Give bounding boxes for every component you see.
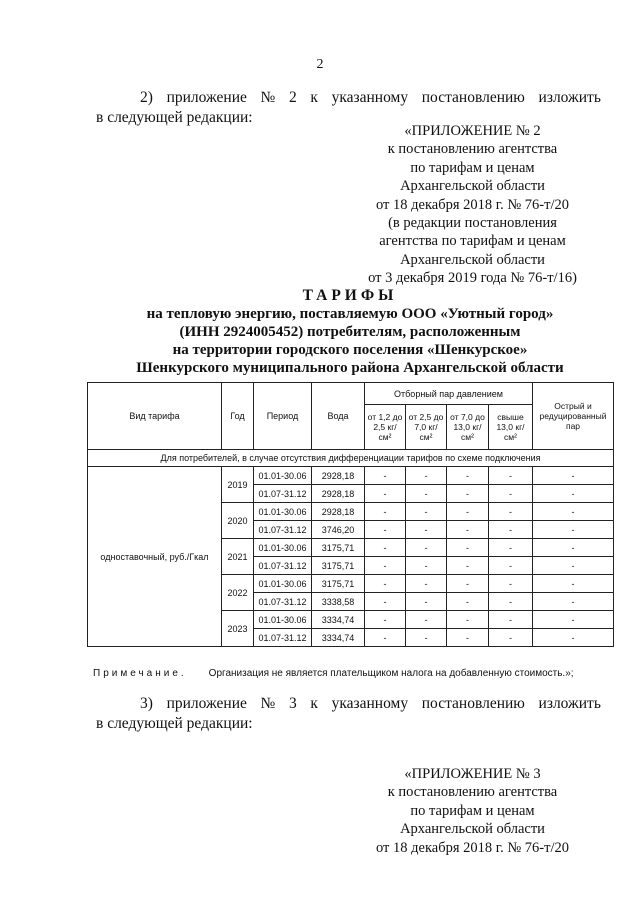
title-line: (ИНН 2924005452) потребителям, расположенным xyxy=(179,324,521,340)
paragraph-word: к xyxy=(310,695,318,712)
dash-cell: - xyxy=(533,485,614,503)
dash-cell: - xyxy=(533,593,614,611)
dash-cell: - xyxy=(447,521,489,539)
note-label: Примечание. xyxy=(93,668,187,679)
dash-cell: - xyxy=(447,503,489,521)
dash-cell: - xyxy=(447,485,489,503)
appendix-line: Архангельской области xyxy=(400,178,545,195)
period-cell: 01.07-31.12 xyxy=(254,521,312,539)
paragraph-word: к xyxy=(310,89,318,106)
water-cell: 3175,71 xyxy=(312,539,365,557)
dash-cell: - xyxy=(447,611,489,629)
dash-cell: - xyxy=(533,629,614,647)
title-heading: ТАРИФЫ xyxy=(302,287,398,304)
paragraph-word: 2 xyxy=(288,89,297,106)
dash-cell: - xyxy=(533,575,614,593)
dash-cell: - xyxy=(533,611,614,629)
water-cell: 2928,18 xyxy=(312,467,365,485)
header-steam-sub: от 1,2 до 2,5 кг/см² xyxy=(365,405,406,450)
dash-cell: - xyxy=(365,557,406,575)
period-cell: 01.07-31.12 xyxy=(254,593,312,611)
water-cell: 2928,18 xyxy=(312,503,365,521)
appendix-line: «ПРИЛОЖЕНИЕ № 3 xyxy=(404,766,541,782)
appendix-line: от 3 декабря 2019 года № 76-т/16) xyxy=(368,270,577,287)
year-cell: 2020 xyxy=(222,503,254,539)
title-line: Шенкурского муниципального района Архангельской области xyxy=(136,360,564,376)
header-steam: Отборный пар давлением xyxy=(365,383,533,405)
appendix-line: к постановлению агентства xyxy=(387,784,558,801)
header-sharp-steam: Острый и редуцированный пар xyxy=(533,383,614,450)
dash-cell: - xyxy=(365,629,406,647)
dash-cell: - xyxy=(406,557,447,575)
appendix-line: агентства по тарифам и ценам xyxy=(379,233,566,250)
page-number: 2 xyxy=(316,57,324,72)
year-cell: 2022 xyxy=(222,575,254,611)
header-steam-sub: от 7,0 до 13,0 кг/см² xyxy=(447,405,489,450)
dash-cell: - xyxy=(447,557,489,575)
dash-cell: - xyxy=(365,539,406,557)
paragraph-word: приложение xyxy=(166,695,247,712)
appendix-line: к постановлению агентства xyxy=(387,141,558,158)
appendix-line: по тарифам и ценам xyxy=(410,159,535,176)
paragraph-word: 3 xyxy=(288,695,297,712)
appendix-line: (в редакции постановления xyxy=(388,215,557,232)
dash-cell: - xyxy=(406,611,447,629)
appendix-line: «ПРИЛОЖЕНИЕ № 2 xyxy=(404,123,541,139)
dash-cell: - xyxy=(406,521,447,539)
dash-cell: - xyxy=(365,485,406,503)
period-cell: 01.01-30.06 xyxy=(254,467,312,485)
header-year: Год xyxy=(222,383,254,450)
appendix-line: от 18 декабря 2018 г. № 76-т/20 xyxy=(376,839,569,856)
period-cell: 01.01-30.06 xyxy=(254,611,312,629)
dash-cell: - xyxy=(489,611,533,629)
dash-cell: - xyxy=(365,575,406,593)
dash-cell: - xyxy=(489,539,533,557)
dash-cell: - xyxy=(489,467,533,485)
paragraph-word: изложить xyxy=(538,89,601,106)
title-line: на территории городского поселения «Шенкурское» xyxy=(172,342,528,358)
dash-cell: - xyxy=(489,593,533,611)
dash-cell: - xyxy=(533,521,614,539)
dash-cell: - xyxy=(533,503,614,521)
item-3-paragraph xyxy=(96,694,601,734)
paragraph-word: 2) xyxy=(140,89,153,106)
appendix-2-header xyxy=(340,122,605,288)
dash-cell: - xyxy=(489,557,533,575)
period-cell: 01.07-31.12 xyxy=(254,485,312,503)
dash-cell: - xyxy=(365,593,406,611)
header-tariff-type: Вид тарифа xyxy=(88,383,222,450)
year-cell: 2021 xyxy=(222,539,254,575)
paragraph-word: приложение xyxy=(166,89,247,106)
dash-cell: - xyxy=(365,521,406,539)
dash-cell: - xyxy=(489,521,533,539)
dash-cell: - xyxy=(365,503,406,521)
tariffs-title xyxy=(100,287,600,377)
dash-cell: - xyxy=(533,467,614,485)
paragraph-word: постановлению xyxy=(421,89,525,106)
period-cell: 01.01-30.06 xyxy=(254,539,312,557)
year-cell: 2023 xyxy=(222,611,254,647)
water-cell: 3334,74 xyxy=(312,629,365,647)
year-cell: 2019 xyxy=(222,467,254,503)
section-label: Для потребителей, в случае отсутствия дифференциации тарифов по схеме подключения xyxy=(88,450,614,467)
dash-cell: - xyxy=(406,503,447,521)
paragraph-word: указанному xyxy=(331,695,409,712)
dash-cell: - xyxy=(489,485,533,503)
paragraph-word: постановлению xyxy=(421,695,525,712)
item-2-first-line xyxy=(96,88,601,108)
dash-cell: - xyxy=(406,467,447,485)
dash-cell: - xyxy=(406,539,447,557)
tariff-type-cell: одноставочный, руб./Гкал xyxy=(88,467,222,647)
paragraph-word: № xyxy=(260,89,276,106)
period-cell: 01.07-31.12 xyxy=(254,629,312,647)
dash-cell: - xyxy=(489,503,533,521)
table-row xyxy=(88,467,614,485)
dash-cell: - xyxy=(447,593,489,611)
period-cell: 01.01-30.06 xyxy=(254,503,312,521)
paragraph-word: изложить xyxy=(538,695,601,712)
paragraph-word: № xyxy=(260,695,276,712)
water-cell: 3338,58 xyxy=(312,593,365,611)
water-cell: 3175,71 xyxy=(312,557,365,575)
paragraph-word: указанному xyxy=(331,89,409,106)
dash-cell: - xyxy=(406,575,447,593)
dash-cell: - xyxy=(533,539,614,557)
dash-cell: - xyxy=(533,557,614,575)
dash-cell: - xyxy=(447,629,489,647)
dash-cell: - xyxy=(365,467,406,485)
period-cell: 01.01-30.06 xyxy=(254,575,312,593)
dash-cell: - xyxy=(406,593,447,611)
water-cell: 3334,74 xyxy=(312,611,365,629)
item-3-second-line: в следующей редакции: xyxy=(96,715,253,732)
period-cell: 01.07-31.12 xyxy=(254,557,312,575)
appendix-line: от 18 декабря 2018 г. № 76-т/20 xyxy=(376,196,569,213)
paragraph-word: 3) xyxy=(140,695,153,712)
dash-cell: - xyxy=(447,539,489,557)
item-2-second-line: в следующей редакции: xyxy=(96,109,253,126)
dash-cell: - xyxy=(365,611,406,629)
dash-cell: - xyxy=(406,485,447,503)
dash-cell: - xyxy=(447,575,489,593)
note-text: Организация не является плательщиком налога на добавленную стоимость.»; xyxy=(208,668,574,679)
water-cell: 3175,71 xyxy=(312,575,365,593)
water-cell: 3746,20 xyxy=(312,521,365,539)
header-water: Вода xyxy=(312,383,365,450)
water-cell: 2928,18 xyxy=(312,485,365,503)
dash-cell: - xyxy=(489,629,533,647)
table-note xyxy=(93,668,574,679)
item-3-first-line xyxy=(96,694,601,714)
dash-cell: - xyxy=(447,467,489,485)
header-period: Период xyxy=(254,383,312,450)
header-steam-sub: от 2,5 до 7,0 кг/см² xyxy=(406,405,447,450)
appendix-line: по тарифам и ценам xyxy=(410,802,535,819)
dash-cell: - xyxy=(489,575,533,593)
appendix-line: Архангельской области xyxy=(400,251,545,268)
dash-cell: - xyxy=(406,629,447,647)
title-line: на тепловую энергию, поставляемую ООО «Уютный город» xyxy=(146,306,554,322)
header-steam-sub: свыше 13,0 кг/см² xyxy=(489,405,533,450)
tariff-table xyxy=(87,382,614,647)
appendix-line: Архангельской области xyxy=(400,821,545,838)
appendix-3-header xyxy=(340,765,605,857)
